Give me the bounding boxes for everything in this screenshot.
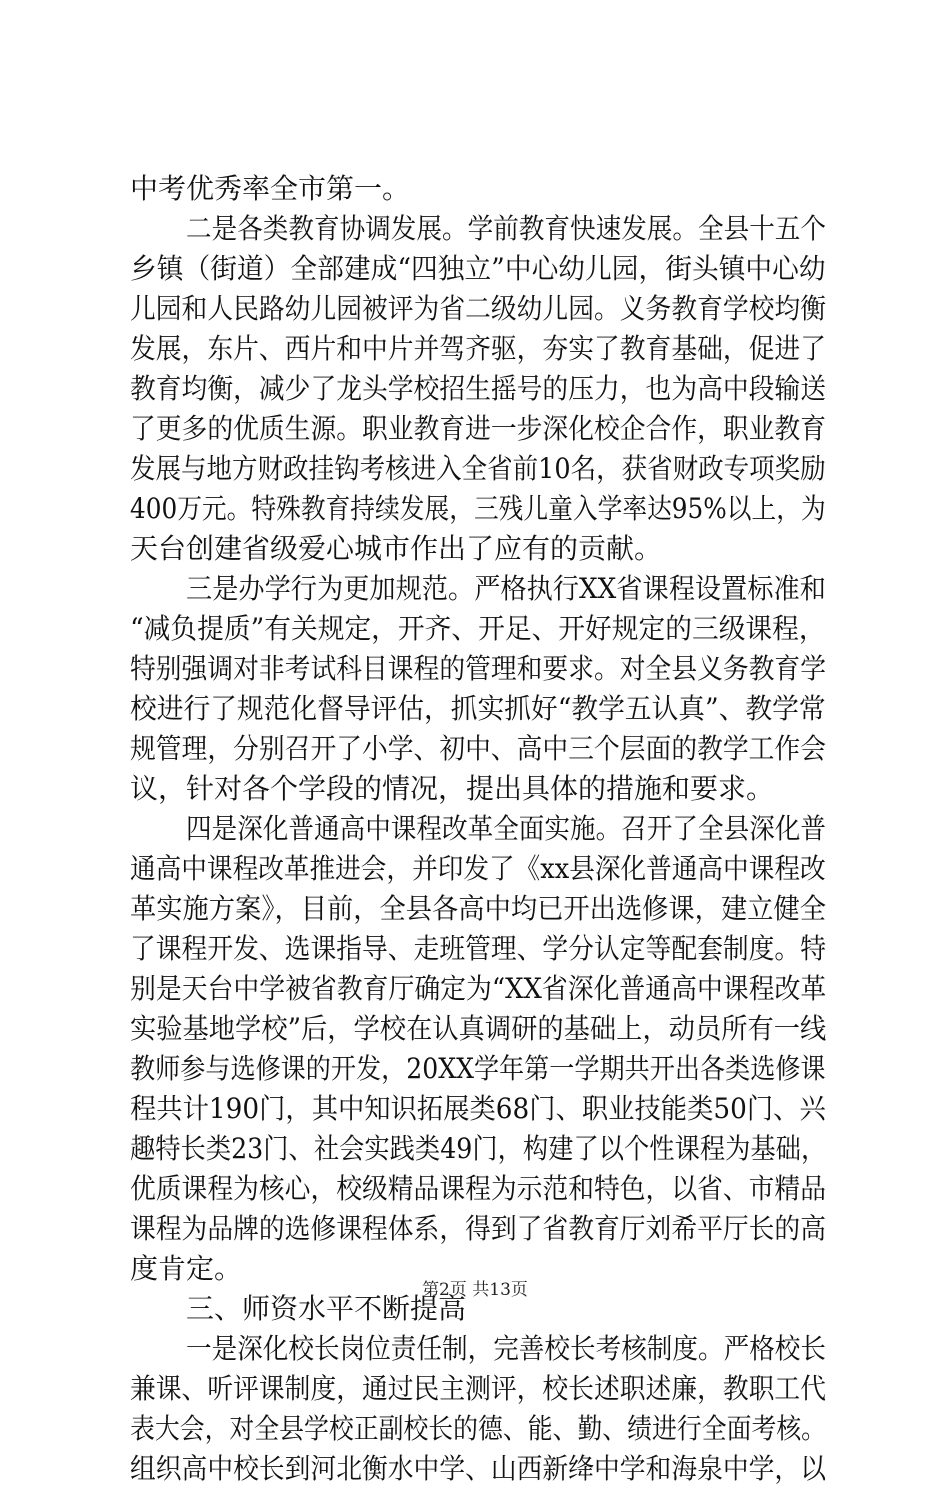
body-line: 校进行了规范化督导评估，抓实抓好“教学五认真”、教学常 (130, 692, 826, 725)
body-line: 了课程开发、选课指导、走班管理、学分认定等配套制度。特 (130, 932, 826, 965)
body-line: 实验基地学校”后，学校在认真调研的基础上，动员所有一线 (130, 1012, 827, 1045)
body-line: 四是深化普通高中课程改革全面实施。召开了全县深化普 (186, 812, 827, 845)
body-line: 教育均衡，减少了龙头学校招生摇号的压力，也为高中段输送 (130, 372, 826, 405)
body-line: 发展与地方财政挂钩考核进入全省前10名，获省财政专项奖励 (130, 452, 826, 485)
body-line: 组织高中校长到河北衡水中学、山西新绛中学和海泉中学，以 (130, 1452, 826, 1485)
body-line: 程共计190门，其中知识拓展类68门、职业技能类50门、兴 (130, 1092, 826, 1125)
body-line: “减负提质”有关规定，开齐、开足、开好规定的三级课程， (130, 612, 826, 645)
body-line: 中考优秀率全市第一。 (130, 172, 411, 205)
body-line: 度肯定。 (130, 1252, 243, 1285)
body-line: 别是天台中学被省教育厅确定为“XX省深化普通高中课程改革 (130, 972, 827, 1005)
body-line: 二是各类教育协调发展。学前教育快速发展。全县十五个 (186, 212, 827, 245)
body-line: 议，针对各个学段的情况，提出具体的措施和要求。 (130, 772, 775, 805)
body-line: 优质课程为核心，校级精品课程为示范和特色，以省、市精品 (130, 1172, 826, 1205)
body-line: 天台创建省级爱心城市作出了应有的贡献。 (130, 532, 663, 565)
body-line: 三是办学行为更加规范。严格执行XX省课程设置标准和 (186, 572, 826, 605)
body-line: 一是深化校长岗位责任制，完善校长考核制度。严格校长 (186, 1332, 827, 1365)
body-line: 了更多的优质生源。职业教育进一步深化校企合作，职业教育 (130, 412, 826, 445)
body-line: 乡镇（街道）全部建成“四独立”中心幼儿园，街头镇中心幼 (130, 252, 826, 285)
body-line: 兼课、听评课制度，通过民主测评，校长述职述廉，教职工代 (130, 1372, 826, 1405)
body-line: 三、师资水平不断提高 (186, 1292, 467, 1325)
body-line: 表大会，对全县学校正副校长的德、能、勤、绩进行全面考核。 (130, 1412, 827, 1445)
body-line: 革实施方案》，目前，全县各高中均已开出选修课，建立健全 (130, 892, 827, 925)
body-line: 儿园和人民路幼儿园被评为省二级幼儿园。义务教育学校均衡 (130, 292, 826, 325)
page-number-footer: 第2页 共13页 (422, 1280, 528, 1300)
body-line: 教师参与选修课的开发，20XX学年第一学期共开出各类选修课 (130, 1052, 826, 1085)
body-line: 发展，东片、西片和中片并驾齐驱，夯实了教育基础，促进了 (130, 332, 826, 365)
body-line: 通高中课程改革推进会，并印发了《xx县深化普通高中课程改 (130, 852, 826, 885)
body-line: 特别强调对非考试科目课程的管理和要求。对全县义务教育学 (130, 652, 826, 685)
body-line: 趣特长类23门、社会实践类49门，构建了以个性课程为基础， (130, 1132, 827, 1165)
body-line: 规管理，分别召开了小学、初中、高中三个层面的教学工作会 (130, 732, 826, 765)
body-line: 课程为品牌的选修课程体系，得到了省教育厅刘希平厅长的高 (130, 1212, 826, 1245)
body-line: 400万元。特殊教育持续发展，三残儿童入学率达95%以上，为 (130, 492, 826, 525)
